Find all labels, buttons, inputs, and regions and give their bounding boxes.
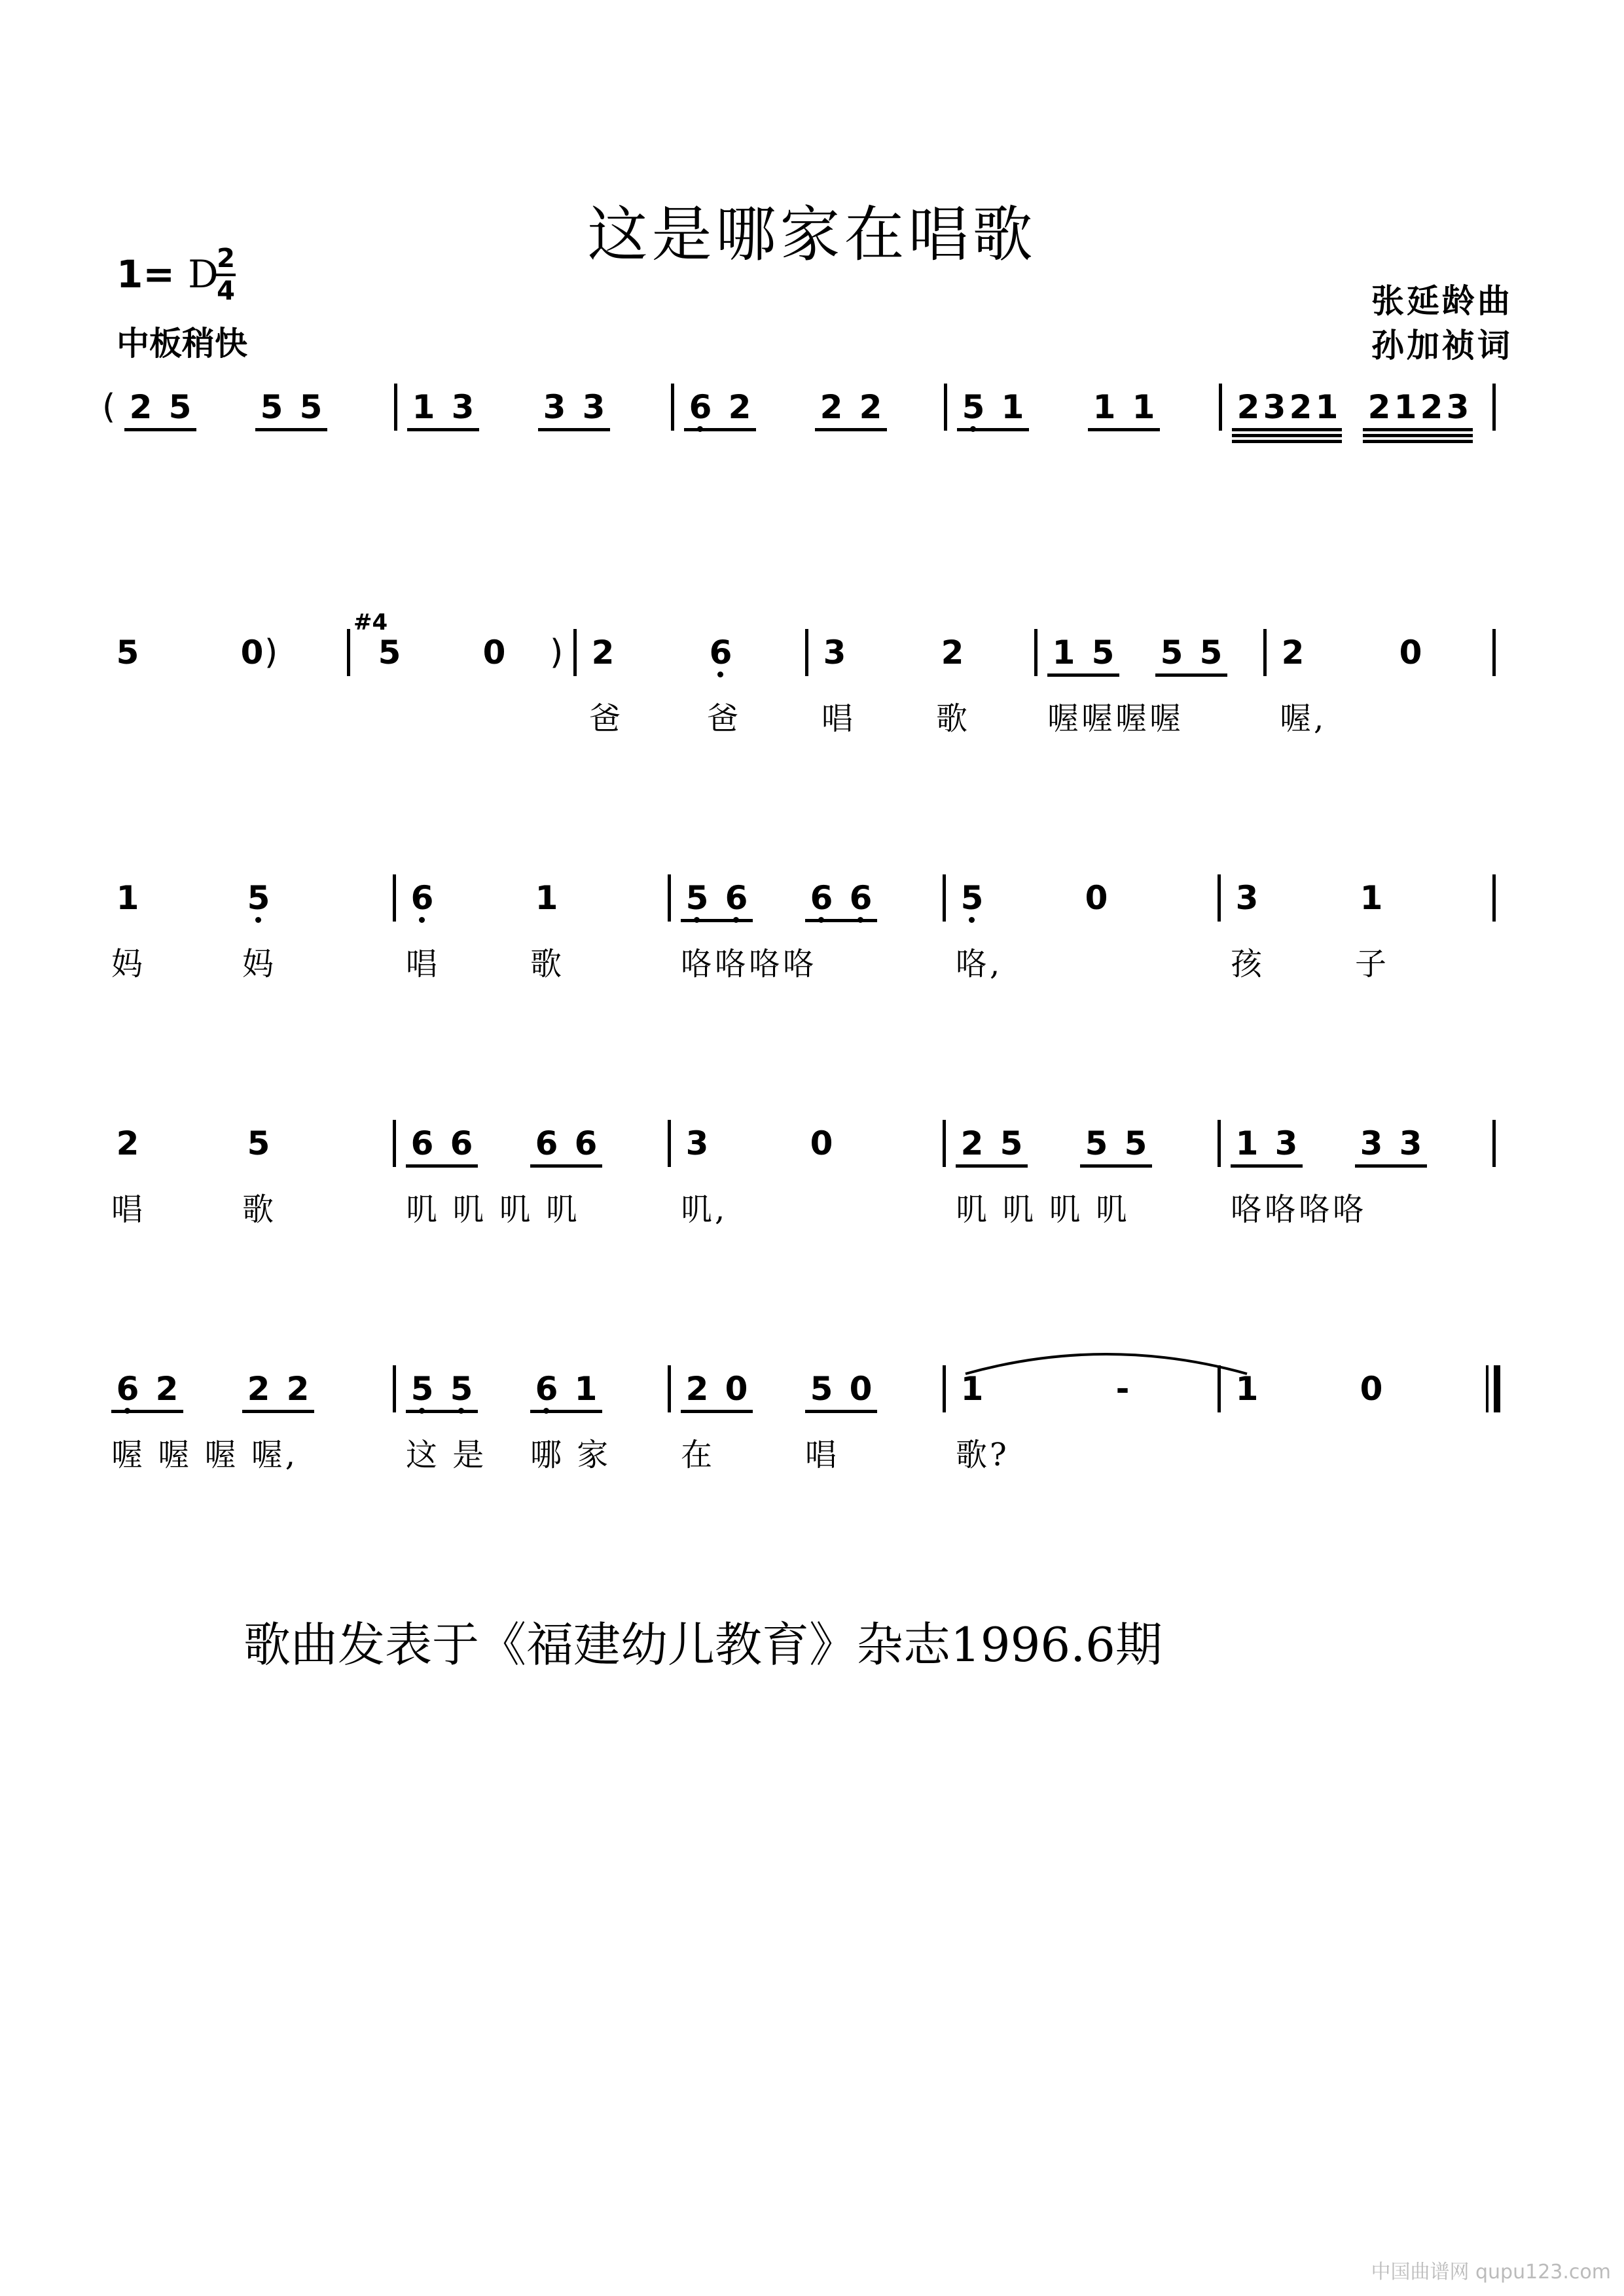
note: 6 xyxy=(530,1368,563,1410)
tie-arc xyxy=(962,1344,1250,1377)
note: - xyxy=(1115,1370,1130,1408)
key-signature xyxy=(117,252,219,296)
note: 3 xyxy=(451,388,475,426)
note: 3 xyxy=(543,388,566,426)
lyric: 咯咯咯咯 xyxy=(1231,1191,1367,1228)
note: 6 xyxy=(450,1124,473,1162)
note: 1 xyxy=(1092,388,1116,426)
time-bottom: 4 xyxy=(217,276,235,306)
note: 6 xyxy=(410,1124,434,1162)
lyric: 妈 xyxy=(111,946,146,982)
site-watermark-logo: 中国曲谱网 qupu123.com xyxy=(1371,2261,1611,2284)
lyric: 叽 叽 叽 叽 xyxy=(406,1191,580,1228)
note: 5 xyxy=(299,388,323,426)
note: 5 xyxy=(1000,1124,1023,1162)
note: 2 xyxy=(941,634,964,672)
key-note: D xyxy=(188,252,219,296)
note: 3 xyxy=(685,1124,709,1162)
lyric: 咯, xyxy=(956,946,1003,982)
note: 2 xyxy=(247,1370,270,1408)
note: 2 xyxy=(1281,634,1305,672)
lyric: 喔 喔 喔 喔, xyxy=(111,1437,298,1473)
note: 3 xyxy=(1274,1124,1298,1162)
score-title: 这是哪家在唱歌 xyxy=(587,200,1037,270)
note: 2 xyxy=(155,1370,179,1408)
note: 3 xyxy=(582,388,605,426)
note: 2 xyxy=(116,1124,139,1162)
lyric: 爸 xyxy=(589,700,624,737)
score-row-5 xyxy=(111,1368,1512,1473)
note: 2 xyxy=(820,388,843,426)
lyric: 唱 xyxy=(805,1437,840,1473)
note: 6 xyxy=(720,877,753,919)
note: 3 xyxy=(1399,1124,1422,1162)
lyric: 孩 xyxy=(1231,946,1265,982)
lyric: 唱 xyxy=(406,946,441,982)
note: 0 xyxy=(1360,1370,1383,1408)
note: 1 xyxy=(1235,1124,1259,1162)
lyric: 哪 家 xyxy=(530,1437,611,1473)
note: 6 xyxy=(805,877,838,919)
note: 5 xyxy=(260,388,283,426)
note: 2 xyxy=(728,388,751,426)
note: 1 xyxy=(412,388,435,426)
note: 5 xyxy=(957,386,990,428)
note: 5 xyxy=(1091,634,1115,672)
score-row-2: 5 0 ) #4 5 0 ) 2 6 3 2 1 5 5 5 2 0 爸 爸 唱 歌 喔喔喔喔 喔, xyxy=(111,632,1512,710)
note: 0 xyxy=(482,634,506,672)
lyric: 歌 xyxy=(936,700,971,737)
time-top: 2 xyxy=(217,243,235,274)
note: 1 xyxy=(1394,388,1417,426)
note: 1 xyxy=(116,879,139,917)
lyric: 叽, xyxy=(681,1191,728,1228)
note: 2 xyxy=(859,388,882,426)
lyricist-credit: 孙加祯词 xyxy=(1371,326,1513,365)
note: 5 xyxy=(1199,634,1223,672)
note: 3 xyxy=(1446,388,1470,426)
lyric: 唱 xyxy=(111,1191,146,1228)
key-change-mark: #4 xyxy=(353,609,388,636)
note: 2 xyxy=(1420,388,1443,426)
note: 2 xyxy=(685,1370,709,1408)
note: 5 xyxy=(168,388,192,426)
note: 1 xyxy=(1001,388,1024,426)
note: 1 xyxy=(1315,388,1339,426)
note: 2 xyxy=(1289,388,1312,426)
note: 5 xyxy=(681,877,713,919)
note: 3 xyxy=(1360,1124,1383,1162)
note: 2 xyxy=(960,1124,984,1162)
lyric: 爸 xyxy=(707,700,742,737)
lyric: 歌 xyxy=(242,1191,277,1228)
lyric: 喔喔喔喔 xyxy=(1047,700,1184,737)
note: 2 xyxy=(286,1370,310,1408)
note: 2 xyxy=(591,634,615,672)
note: 3 xyxy=(1263,388,1286,426)
score-row-3 xyxy=(111,877,1512,982)
note: 1 xyxy=(574,1370,598,1408)
tempo-marking: 中板稍快 xyxy=(117,325,247,363)
lyric: 歌 xyxy=(530,946,565,982)
note: 0 xyxy=(810,1124,833,1162)
note: 6 xyxy=(684,386,717,428)
note: 2 xyxy=(1236,388,1260,426)
note: 1 xyxy=(535,879,558,917)
note: 6 xyxy=(406,877,439,919)
note: 0 xyxy=(240,634,264,672)
note: 1 xyxy=(1132,388,1155,426)
note: 5 xyxy=(378,634,401,672)
note: 6 xyxy=(574,1124,598,1162)
note: 0 xyxy=(1399,634,1422,672)
note: 2 xyxy=(1367,388,1391,426)
lyric: 子 xyxy=(1355,946,1390,982)
note: 5 xyxy=(810,1370,833,1408)
note: 2 xyxy=(129,388,153,426)
note: 0 xyxy=(849,1370,873,1408)
note: 1 xyxy=(1235,1370,1259,1408)
lyric: 唱 xyxy=(821,700,856,737)
note: 5 xyxy=(1160,634,1183,672)
note: 5 xyxy=(956,877,988,919)
note: 6 xyxy=(111,1368,144,1410)
key-label: 1= xyxy=(117,252,175,296)
note: 5 xyxy=(247,1124,270,1162)
time-signature xyxy=(215,243,237,306)
note: 3 xyxy=(823,634,846,672)
note: 3 xyxy=(1235,879,1259,917)
note: 5 xyxy=(406,1368,439,1410)
note: 6 xyxy=(535,1124,558,1162)
note: 1 xyxy=(1360,879,1383,917)
note: 6 xyxy=(844,877,877,919)
lyric: 喔, xyxy=(1280,700,1327,737)
note: 0 xyxy=(1085,879,1108,917)
lyric: 在 xyxy=(681,1437,715,1473)
lyric: 这 是 xyxy=(406,1437,487,1473)
note: 6 xyxy=(704,632,737,673)
note: 0 xyxy=(725,1370,748,1408)
note: 1 xyxy=(960,1370,984,1408)
lyric: 叽 叽 叽 叽 xyxy=(956,1191,1130,1228)
score-row-4 xyxy=(111,1122,1512,1228)
note: 5 xyxy=(1085,1124,1108,1162)
lyric: 妈 xyxy=(242,946,277,982)
note: 5 xyxy=(1124,1124,1147,1162)
note: 5 xyxy=(445,1368,478,1410)
note: 1 xyxy=(1052,634,1075,672)
note: 5 xyxy=(116,634,139,672)
score-row-1: ( 2 5 5 5 1 3 3 3 6 2 2 2 5 1 1 1 2 3 2 1 2 1 2 3 xyxy=(111,386,1512,465)
note: 5 xyxy=(242,877,275,919)
composer-credit: 张延龄曲 xyxy=(1371,281,1513,320)
lyric: 咯咯咯咯 xyxy=(681,946,818,982)
publication-note: 歌曲发表于《福建幼儿教育》杂志1996.6期 xyxy=(244,1617,1163,1672)
lyric: 歌? xyxy=(956,1437,1009,1473)
